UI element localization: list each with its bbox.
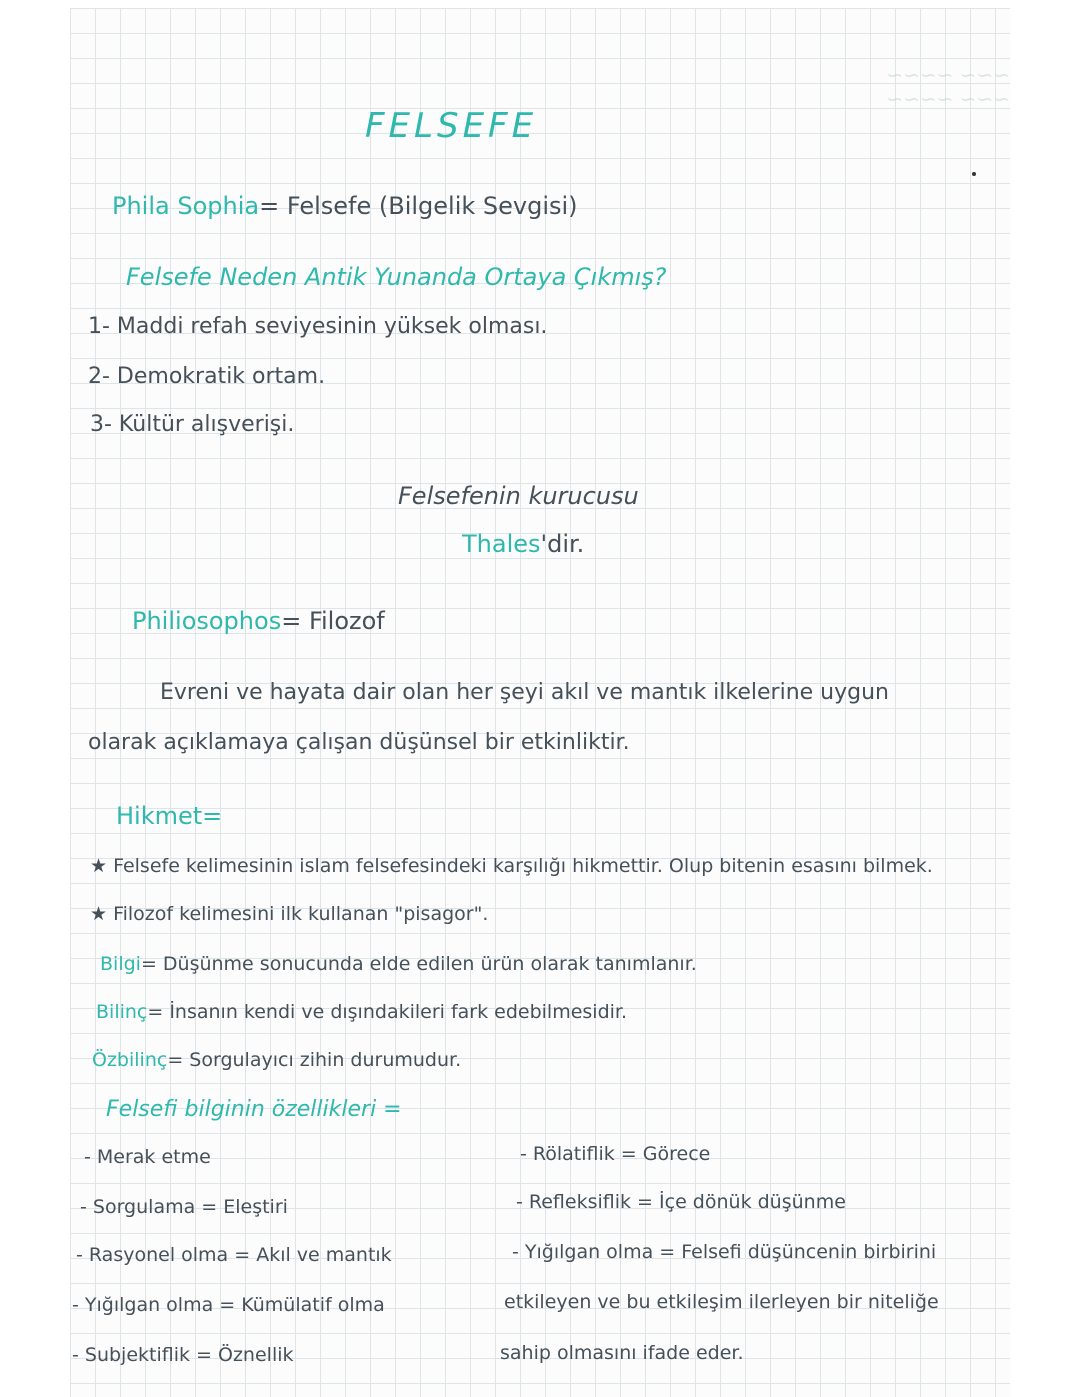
feature-left-2: - Sorgulama = Eleştiri [80,1196,288,1218]
page-title: FELSEFE [365,106,538,146]
ink-dot [972,172,976,176]
founder-line: Felsefenin kurucusu [398,482,639,510]
feature-right-4: sahip olmasını ifade eder. [500,1342,744,1364]
feature-right-1: - Refleksiflik = İçe dönük düşünme [516,1191,846,1213]
feature-left-4: - Yığılgan olma = Kümülatif olma [72,1294,385,1316]
question-heading: Felsefe Neden Antik Yunanda Ortaya Çıkmış? [126,263,667,291]
intro-definition: = Felsefe (Bilgelik Sevgisi) [259,192,578,220]
features-title: Felsefi bilginin özellikleri = [106,1097,402,1122]
feature-left-5: - Subjektiflik = Öznellik [72,1344,294,1366]
feature-right-2: - Yığılgan olma = Felsefi düşüncenin birbirini [512,1241,937,1263]
definition-line-2: olarak açıklamaya çalışan düşünsel bir etkinliktir. [88,730,630,755]
term-label: Bilgi [100,953,141,975]
term-text: = Düşünme sonucunda elde edilen ürün olarak tanımlanır. [140,953,697,975]
intro-term: Phila Sophia [112,192,260,220]
hikmet-label: Hikmet= [116,802,223,830]
feature-left-1: - Merak etme [84,1146,211,1168]
founder-suffix: 'dir. [540,530,585,558]
feature-left-3: - Rasyonel olma = Akıl ve mantık [76,1244,392,1266]
term-text: = İnsanın kendi ve dışındakileri fark edebilmesidir. [147,1001,628,1023]
hikmet-star-1: ★ Felsefe kelimesinin islam felsefesindeki karşılığı hikmettir. Olup bitenin esasını bilmek. [90,855,933,877]
founder-name-line [462,530,584,558]
hikmet-star-2: ★ Filozof kelimesini ilk kullanan "pisagor". [90,903,489,925]
term-bilgi [100,953,697,975]
philosophos-line [132,607,385,635]
reason-3: 3- Kültür alışverişi. [90,412,295,437]
philosophos-term: Philiosophos [132,607,282,635]
term-text: = Sorgulayıcı zihin durumudur. [167,1049,462,1071]
reason-2: 2- Demokratik ortam. [88,364,326,389]
philosophos-definition: = Filozof [281,607,385,635]
intro-line [112,192,578,220]
definition-line-1: Evreni ve hayata dair olan her şeyi akıl ve mantık ilkelerine uygun [160,680,889,705]
founder-name: Thales [462,530,541,558]
feature-right-top: - Rölatiflik = Görece [520,1143,711,1165]
term-bilinc [96,1001,627,1023]
reason-1: 1- Maddi refah seviyesinin yüksek olması. [88,314,548,339]
bleed-through: ~~~ ~~~~ ~~~ ~~~~ [886,63,1010,111]
term-label: Bilinç [96,1001,148,1023]
term-label: Özbilinç [92,1049,168,1071]
term-ozbilinc [92,1049,461,1071]
feature-right-3: etkileyen ve bu etkileşim ilerleyen bir niteliğe [504,1291,939,1313]
